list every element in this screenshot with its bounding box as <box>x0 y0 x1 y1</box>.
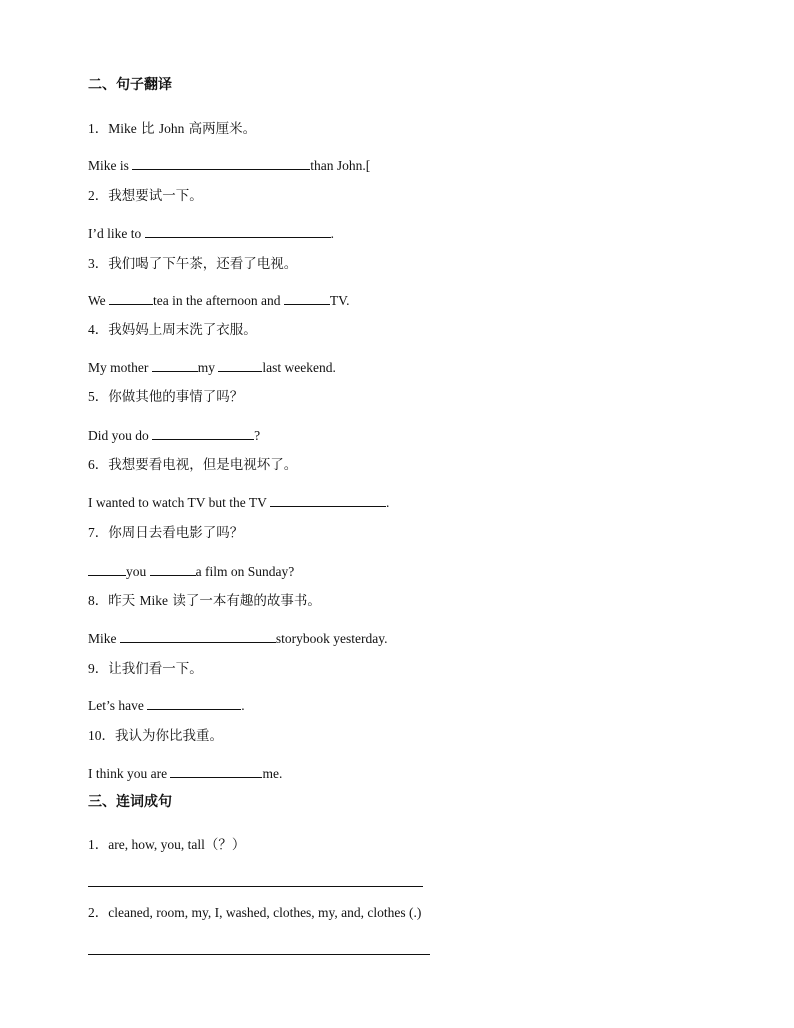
answer-blank[interactable] <box>152 426 254 440</box>
question-text: 比 <box>136 121 159 137</box>
answer-9-english <box>88 696 245 715</box>
answer-text: than John.[ <box>310 158 371 173</box>
answer-blank[interactable] <box>218 358 262 372</box>
answer-1-english <box>88 156 370 175</box>
question-7-chinese <box>88 524 243 542</box>
question-text: John <box>158 121 185 136</box>
question-text: 让我们看一下。 <box>108 661 203 677</box>
question-number: 1． <box>88 121 109 136</box>
answer-text: I wanted to watch TV but the TV <box>88 495 270 510</box>
question-number: 6． <box>88 457 109 472</box>
question-10-chinese <box>88 727 223 745</box>
answer-text: Let’s have <box>88 698 148 713</box>
answer-text: We <box>88 293 110 308</box>
question-4-chinese <box>88 321 257 339</box>
question-number: 3． <box>88 256 109 271</box>
section-title-sentence-building: 三、连词成句 <box>88 794 172 810</box>
answer-line[interactable] <box>88 886 423 887</box>
question-text: 高两厘米。 <box>184 121 257 137</box>
question-text: 我们喝了下午茶，还看了电视。 <box>108 256 298 272</box>
combine-question-2 <box>88 904 421 922</box>
answer-text: . <box>241 698 245 713</box>
answer-text: storybook yesterday. <box>275 631 388 646</box>
answer-blank[interactable] <box>145 224 331 238</box>
combine-question-1 <box>88 836 245 854</box>
question-9-chinese <box>88 660 203 678</box>
answer-blank[interactable] <box>132 156 310 170</box>
answer-blank[interactable] <box>88 562 126 576</box>
question-number: 5． <box>88 389 109 404</box>
word-list: cleaned, room, my, I, washed, clothes, my, and, clothes <box>108 905 406 920</box>
answer-text: you <box>126 564 150 579</box>
answer-2-english <box>88 224 334 243</box>
question-text: Mike <box>139 593 169 608</box>
question-3-chinese <box>88 255 297 273</box>
answer-blank[interactable] <box>152 358 198 372</box>
answer-text: last weekend. <box>262 360 336 375</box>
answer-text: me. <box>262 766 283 781</box>
question-number: 10． <box>88 728 115 743</box>
question-number: 8． <box>88 593 109 608</box>
punctuation-hint: （？） <box>204 837 246 853</box>
answer-4-english <box>88 358 336 377</box>
answer-7-english <box>88 562 294 581</box>
answer-text: ? <box>254 428 261 443</box>
question-text: 我认为你比我重。 <box>115 728 223 744</box>
question-text: 昨天 <box>108 593 140 609</box>
answer-text: My mother <box>88 360 152 375</box>
question-number: 4． <box>88 322 109 337</box>
answer-blank[interactable] <box>120 629 276 643</box>
question-text: 读了一本有趣的故事书。 <box>168 593 321 609</box>
answer-6-english <box>88 493 389 512</box>
question-number: 7． <box>88 525 109 540</box>
punctuation-hint: (.) <box>405 905 422 920</box>
answer-text: Mike <box>88 631 120 646</box>
answer-3-english <box>88 291 350 310</box>
answer-text: I think you are <box>88 766 171 781</box>
answer-8-english <box>88 629 387 648</box>
answer-blank[interactable] <box>270 493 386 507</box>
question-5-chinese <box>88 388 243 406</box>
question-text: 我想要试一下。 <box>108 188 203 204</box>
question-text: 你周日去看电影了吗？ <box>108 525 244 541</box>
answer-text: Mike is <box>88 158 133 173</box>
answer-blank[interactable] <box>150 562 196 576</box>
question-number: 9． <box>88 661 109 676</box>
answer-text: . <box>330 226 334 241</box>
answer-10-english <box>88 764 282 783</box>
section-title-translation: 二、句子翻译 <box>88 77 172 93</box>
answer-5-english <box>88 426 260 445</box>
question-2-chinese <box>88 187 203 205</box>
question-text: Mike <box>108 121 137 136</box>
answer-blank[interactable] <box>284 291 330 305</box>
answer-line[interactable] <box>88 954 430 955</box>
answer-text: a film on Sunday? <box>195 564 295 579</box>
question-text: 你做其他的事情了吗？ <box>108 389 244 405</box>
answer-blank[interactable] <box>109 291 153 305</box>
question-number: 1． <box>88 837 109 852</box>
question-6-chinese <box>88 456 297 474</box>
answer-text: my <box>197 360 219 375</box>
question-text: 我妈妈上周末洗了衣服。 <box>108 322 257 338</box>
answer-blank[interactable] <box>170 764 262 778</box>
answer-blank[interactable] <box>147 696 241 710</box>
question-1-chinese <box>88 120 256 138</box>
answer-text: I’d like to <box>88 226 145 241</box>
word-list: are, how, you, tall <box>108 837 205 852</box>
answer-text: TV. <box>329 293 350 308</box>
question-number: 2． <box>88 905 109 920</box>
question-number: 2． <box>88 188 109 203</box>
answer-text: . <box>385 495 390 510</box>
answer-text: tea in the afternoon and <box>153 293 284 308</box>
answer-text: Did you do <box>88 428 153 443</box>
question-text: 我想要看电视，但是电视坏了。 <box>108 457 298 473</box>
question-8-chinese <box>88 592 321 610</box>
